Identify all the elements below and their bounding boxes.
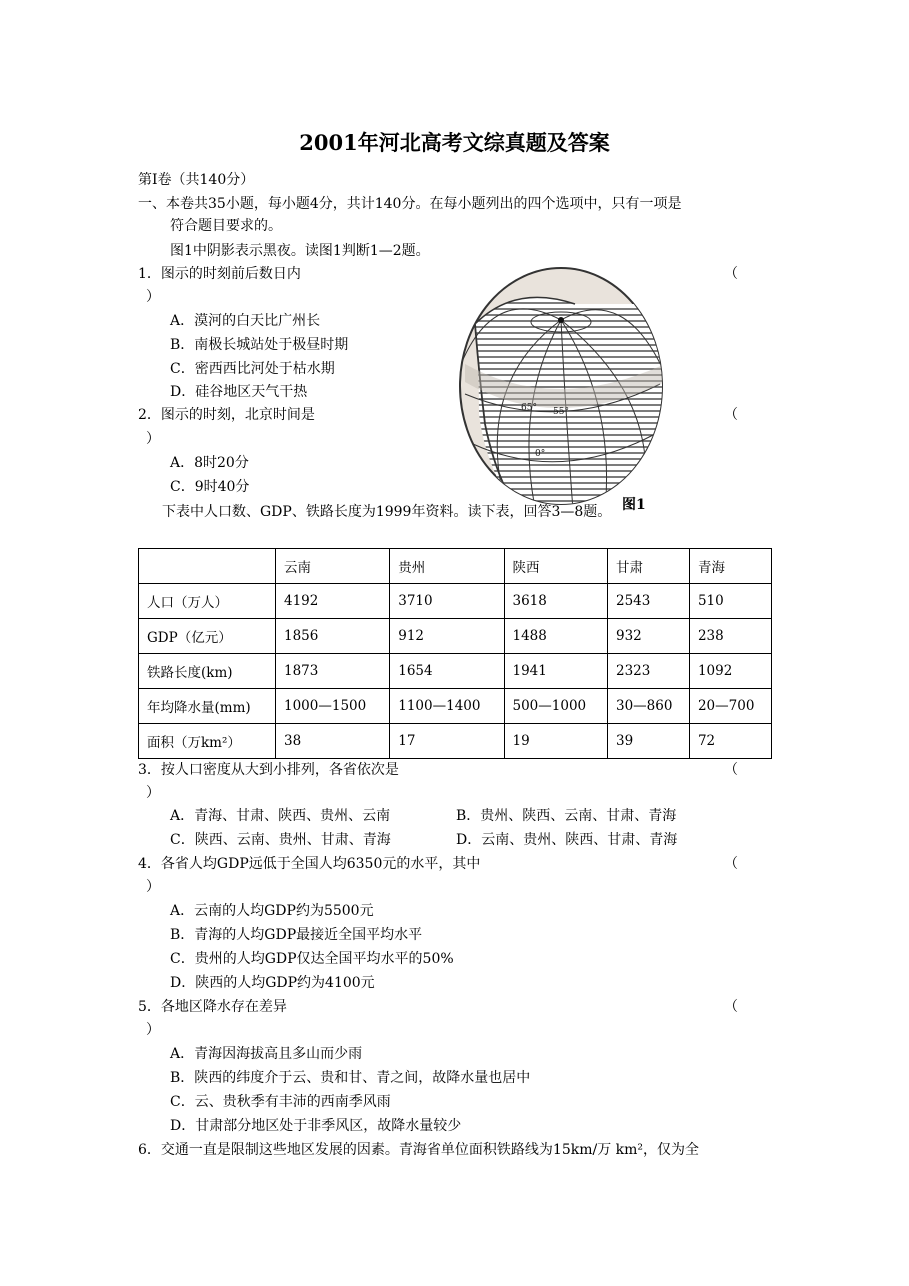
table-cell: 20—700 xyxy=(689,689,771,724)
table-cell: 2543 xyxy=(607,584,689,619)
q1-option-a: A．漠河的白天比广州长 xyxy=(170,313,321,329)
q3-answer-paren-close: ） xyxy=(146,785,160,801)
table-cell: 1654 xyxy=(390,654,504,689)
table-cell: 19 xyxy=(504,724,607,759)
q4-answer-paren-close: ） xyxy=(146,879,160,895)
table-cell: 面积（万km²） xyxy=(139,724,276,759)
figure-label: 图1 xyxy=(622,497,646,513)
q4-answer-paren-open: （ xyxy=(724,856,738,872)
table-cell: 1873 xyxy=(276,654,390,689)
q5-answer-paren-open: （ xyxy=(724,999,738,1015)
q4-option-b: B．青海的人均GDP最接近全国平均水平 xyxy=(170,927,423,943)
table-cell: GDP（亿元） xyxy=(139,619,276,654)
table-cell: 1941 xyxy=(504,654,607,689)
q2-answer-paren-open: （ xyxy=(724,407,738,423)
table-cell: 2323 xyxy=(607,654,689,689)
table-cell: 238 xyxy=(689,619,771,654)
q1-answer-paren-close: ） xyxy=(146,289,160,305)
figure-intro: 图1中阴影表示黑夜。读图1判断1—2题。 xyxy=(170,243,430,259)
table-cell: 1100—1400 xyxy=(390,689,504,724)
table-cell: 3618 xyxy=(504,584,607,619)
table-header-row xyxy=(139,549,772,584)
table-cell: 人口（万人） xyxy=(139,584,276,619)
globe-figure xyxy=(455,264,667,510)
q3-stem: 3．按人口密度从大到小排列，各省依次是 xyxy=(138,762,399,778)
table-cell: 912 xyxy=(390,619,504,654)
q1-option-d: D．硅谷地区天气干热 xyxy=(170,384,308,400)
q3-option-b: B．贵州、陕西、云南、甘肃、青海 xyxy=(456,808,677,824)
q5-option-b: B．陕西的纬度介于云、贵和甘、青之间，故降水量也居中 xyxy=(170,1070,531,1086)
table-row xyxy=(139,584,772,619)
table-header-cell: 贵州 xyxy=(390,549,504,584)
table-cell: 铁路长度(km) xyxy=(139,654,276,689)
table-cell: 500—1000 xyxy=(504,689,607,724)
table-cell: 510 xyxy=(689,584,771,619)
table-cell: 72 xyxy=(689,724,771,759)
table-header-cell: 青海 xyxy=(689,549,771,584)
page-title: 2001年河北高考文综真题及答案 xyxy=(299,130,610,155)
table-cell: 4192 xyxy=(276,584,390,619)
table-cell: 1856 xyxy=(276,619,390,654)
q4-stem: 4．各省人均GDP远低于全国人均6350元的水平，其中 xyxy=(138,856,481,872)
table-cell: 38 xyxy=(276,724,390,759)
q6-stem: 6．交通一直是限制这些地区发展的因素。青海省单位面积铁路线为15km/万 km²，仅为全 xyxy=(138,1142,700,1158)
instruction-line-2: 符合题目要求的。 xyxy=(170,218,282,234)
table-header-cell: 陕西 xyxy=(504,549,607,584)
q5-option-c: C．云、贵秋季有丰沛的西南季风雨 xyxy=(170,1094,391,1110)
q2-option-c: C．9时40分 xyxy=(170,479,250,495)
table-header-cell xyxy=(139,549,276,584)
q2-answer-paren-close: ） xyxy=(146,431,160,447)
table-cell: 30—860 xyxy=(607,689,689,724)
table-cell: 3710 xyxy=(390,584,504,619)
q3-option-a: A．青海、甘肃、陕西、贵州、云南 xyxy=(170,808,391,824)
table-cell: 1488 xyxy=(504,619,607,654)
q1-option-c: C．密西西比河处于枯水期 xyxy=(170,361,335,377)
q2-stem: 2．图示的时刻，北京时间是 xyxy=(138,407,315,423)
table-cell: 17 xyxy=(390,724,504,759)
table-header-cell: 甘肃 xyxy=(607,549,689,584)
q4-option-a: A．云南的人均GDP约为5500元 xyxy=(170,903,374,919)
q5-answer-paren-close: ） xyxy=(146,1022,160,1038)
q2-option-a: A．8时20分 xyxy=(170,455,249,471)
q3-option-c: C．陕西、云南、贵州、甘肃、青海 xyxy=(170,832,391,848)
table-row xyxy=(139,724,772,759)
globe-illustration xyxy=(455,264,667,510)
lat-label-0: 0° xyxy=(535,449,546,459)
section-heading: 第Ⅰ卷（共140分） xyxy=(138,172,255,188)
province-data-table xyxy=(138,548,772,759)
table-row xyxy=(139,654,772,689)
instruction-line-1: 一、本卷共35小题，每小题4分，共计140分。在每小题列出的四个选项中，只有一项是 xyxy=(138,196,682,212)
q3-answer-paren-open: （ xyxy=(724,762,738,778)
q1-option-b: B．南极长城站处于极昼时期 xyxy=(170,337,349,353)
table-row xyxy=(139,619,772,654)
table-cell: 年均降水量(mm) xyxy=(139,689,276,724)
table-cell: 932 xyxy=(607,619,689,654)
q4-option-d: D．陕西的人均GDP约为4100元 xyxy=(170,975,375,991)
table-cell: 1092 xyxy=(689,654,771,689)
table-row xyxy=(139,689,772,724)
q1-stem: 1．图示的时刻前后数日内 xyxy=(138,266,301,282)
lat-label-55: 55° xyxy=(553,407,569,417)
table-cell: 39 xyxy=(607,724,689,759)
q4-option-c: C．贵州的人均GDP仅达全国平均水平的50% xyxy=(170,951,454,967)
q5-option-a: A．青海因海拔高且多山而少雨 xyxy=(170,1046,363,1062)
table-header-cell: 云南 xyxy=(276,549,390,584)
q3-option-d: D．云南、贵州、陕西、甘肃、青海 xyxy=(456,832,678,848)
table-cell: 1000—1500 xyxy=(276,689,390,724)
q1-answer-paren-open: （ xyxy=(724,266,738,282)
q5-option-d: D．甘肃部分地区处于非季风区，故降水量较少 xyxy=(170,1118,462,1134)
lat-label-65: 65° xyxy=(521,403,537,413)
table-intro: 下表中人口数、GDP、铁路长度为1999年资料。读下表，回答3—8题。 xyxy=(162,504,612,520)
q5-stem: 5．各地区降水存在差异 xyxy=(138,999,287,1015)
